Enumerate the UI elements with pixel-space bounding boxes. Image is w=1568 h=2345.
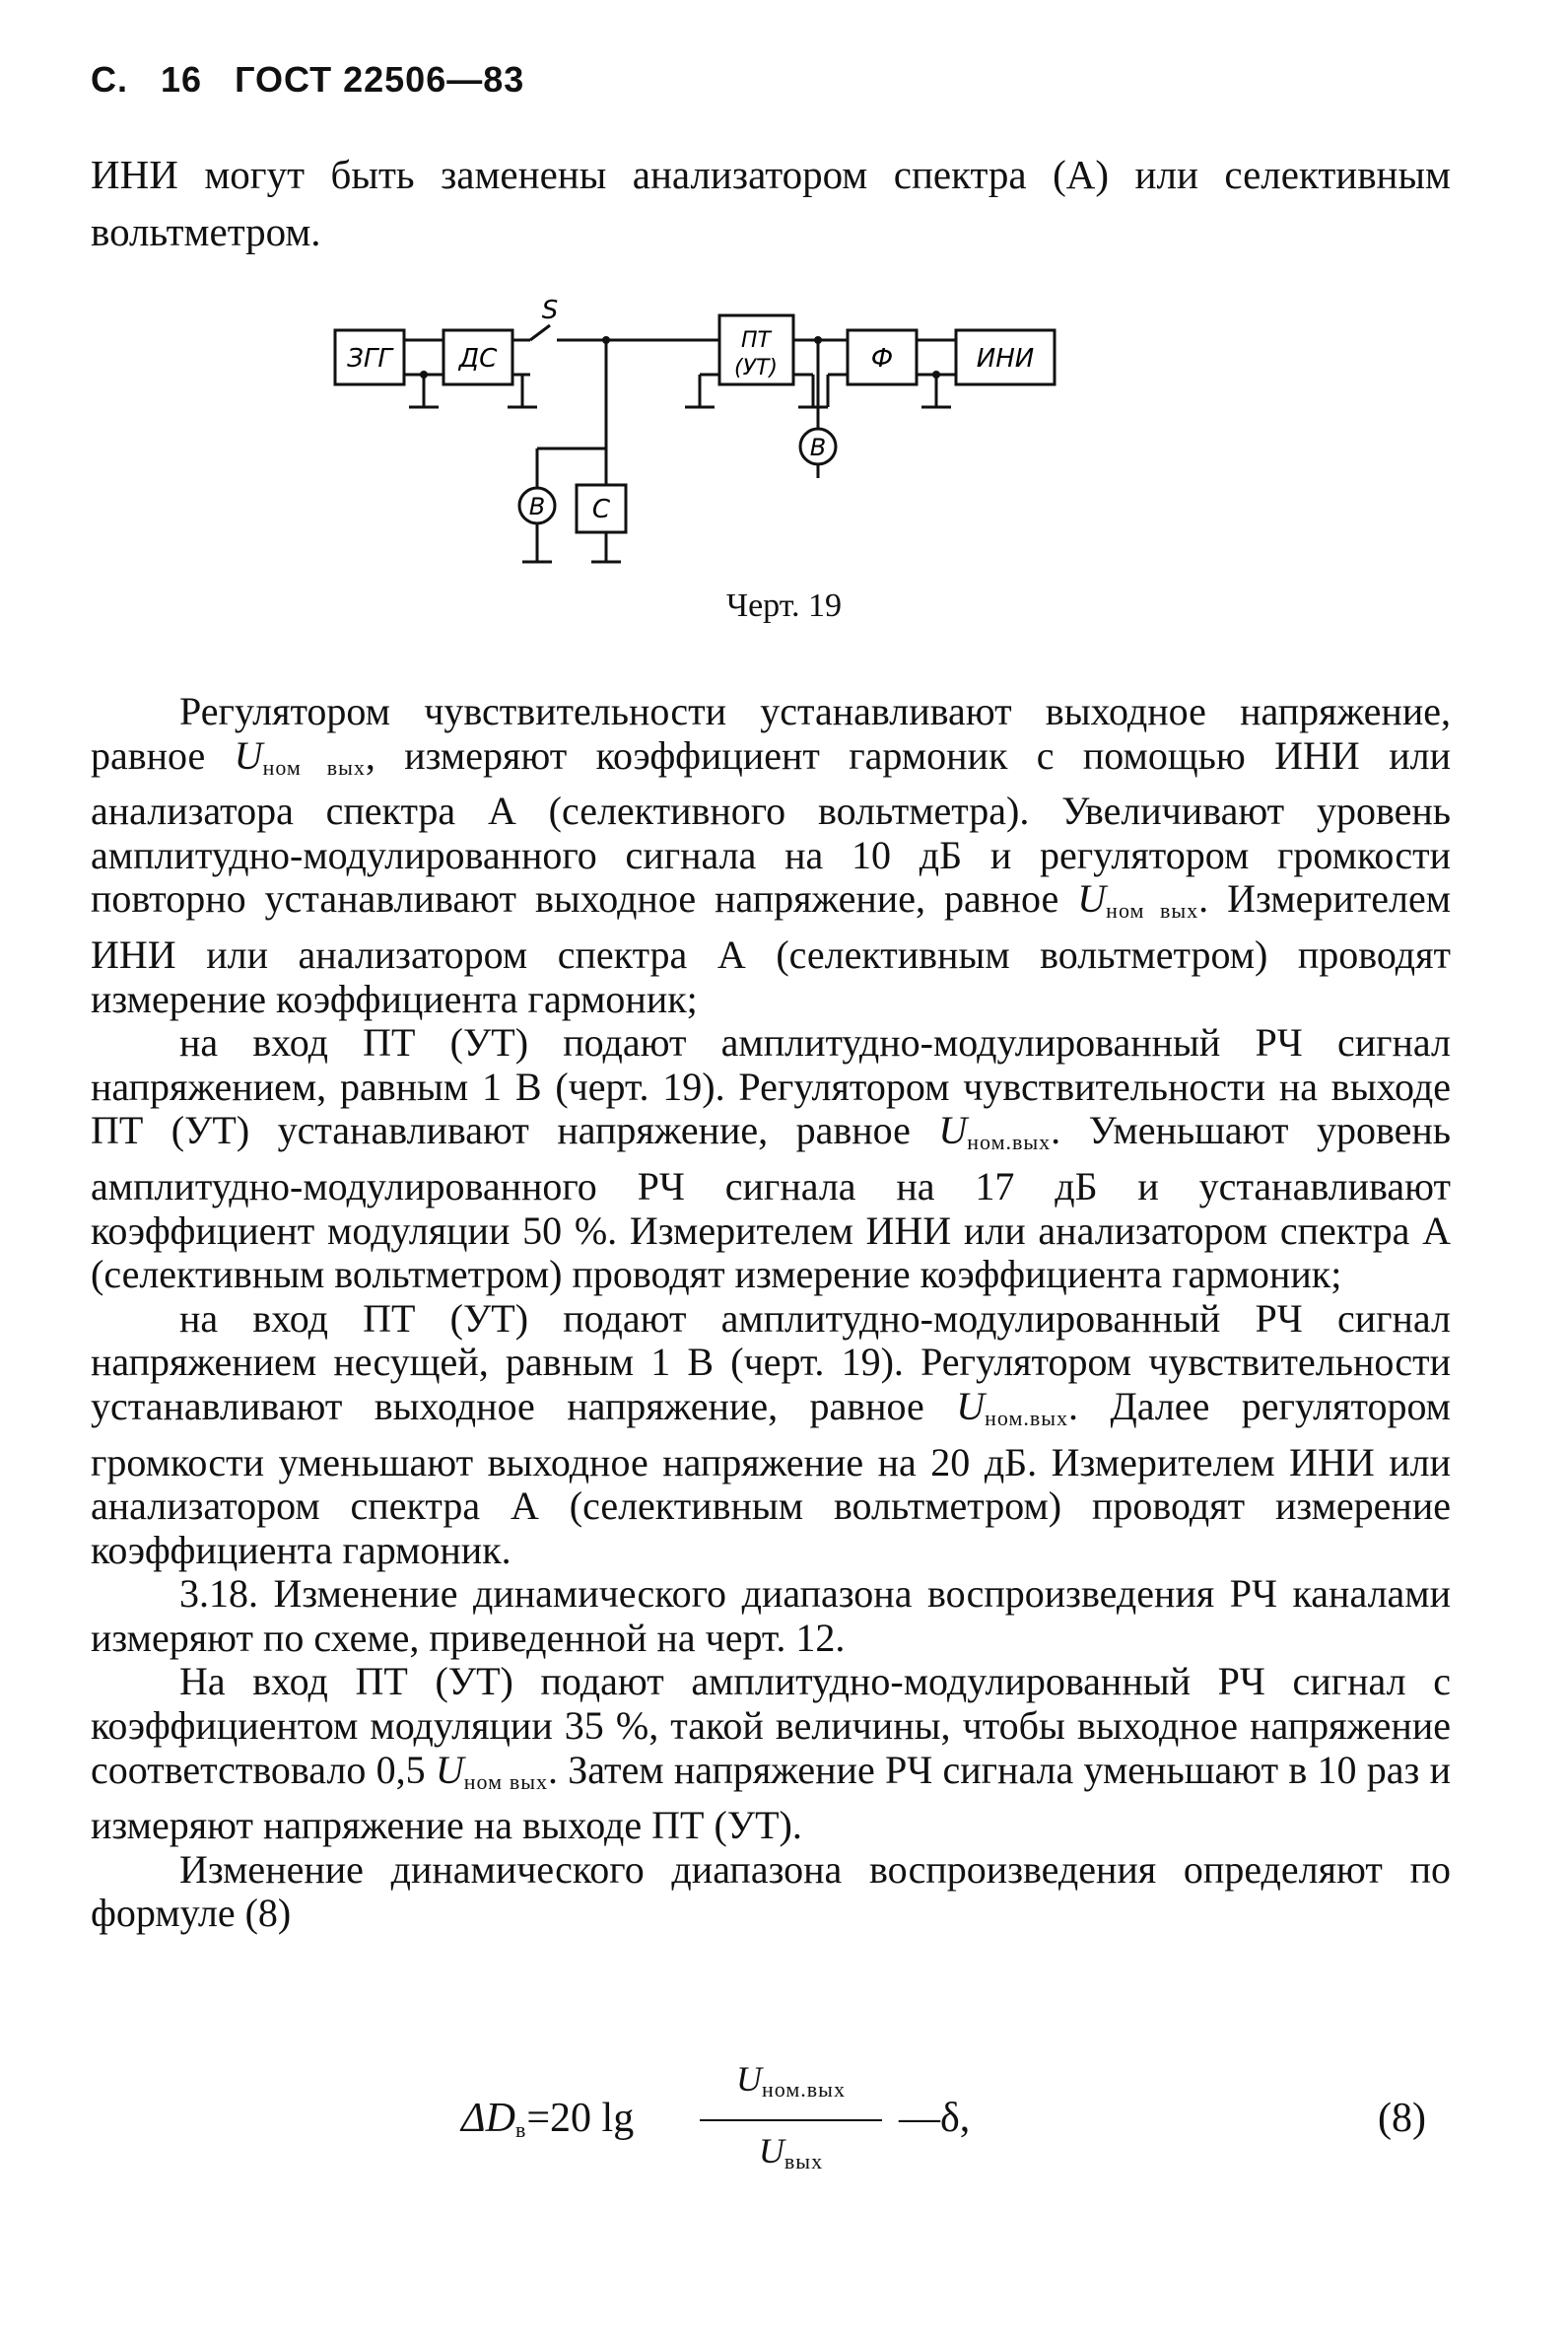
label-ini: ИНИ [976,344,1035,374]
fraction-bar [700,2119,882,2121]
paragraph-2: на вход ПТ (УТ) подают амплитудно-модулированный РЧ сигнал напряжением, равным 1 В (черт. 19). Регулятором чувствительности на выходе ПТ (УТ) устанавливают напряжение, равное $U_{ном.вых}$. Уменьшают уровень амплитудно-модулированного РЧ сигнала на 17 дБ и устанавливают коэффициент модуляции 50 %. Измерителем ИНИ или анализатором спектра А (селективным вольтметром) проводят измерение коэффициента гармоник; [91,1020,1451,1297]
paragraph-3: на вход ПТ (УТ) подают амплитудно-модулированный РЧ сигнал напряжением несущей, равным 1 В (черт. 19). Регулятором чувствительности устанавливают выходное напряжение, равное $U_{ном.вых}$. Далее регулятором громкости уменьшают выходное напряжение на 20 дБ. Измерителем ИНИ или анализатором спектра А (селективным вольтметром) проводят измерение коэффициента гармоник. [91,1295,1451,1572]
label-zgg: ЗГГ [347,344,392,374]
formula-rest: —δ, [899,2096,971,2141]
label-ds: ДС [458,344,498,374]
figure-caption: Черт. 19 [725,587,843,624]
intro-paragraph: ИНИ могут быть заменены анализатором спектра (А) или селективным вольтметром. [91,152,1451,254]
formula-lhs: $\Delta D_в=20$ lg [461,2096,635,2142]
formula-denominator: $U_{вых}$ [758,2131,824,2173]
paragraph-5: На вход ПТ (УТ) подают амплитудно-модулированный РЧ сигнал с коэффициентом модуляции 35 %, такой величины, чтобы выходное напряжение соответствовало 0,5 $U_{ном вых}$. Затем напряжение РЧ сигнала уменьшают в 10 раз и измеряют напряжение на выходе ПТ (УТ). [91,1659,1451,1848]
paragraph-6: Изменение динамического диапазона воспроизведения определяют по формуле (8) [91,1846,1451,1936]
label-c: С [591,495,611,524]
label-meter-right: В [809,434,827,461]
label-pt: ПТ [741,328,771,353]
symbol-u: $U_{ном вых}$ [435,1747,548,1794]
label-ut: (УТ) [733,356,779,380]
page-prefix: С. [91,59,128,100]
symbol-u: $U_{ном.вых}$ [956,1383,1069,1430]
page-header [91,59,546,101]
formula-numerator: $U_{ном.вых}$ [736,2059,846,2102]
paragraph-1: Регулятором чувствительности устанавливают выходное напряжение, равное $U_{ном вых}$, измеряют коэффициент гармоник с помощью ИНИ или анализатора спектра А (селективного вольтметра). Увеличивают уровень амплитудно-модулированного сигнала на 10 дБ и регулятором громкости повторно устанавливают выходное напряжение, равное $U_{ном вых}$. Измерителем ИНИ или анализатором спектра А (селективным вольтметром) проводят измерение коэффициента гармоник; [91,689,1452,1021]
paragraph-4: 3.18. Изменение динамического диапазона воспроизведения РЧ каналами измеряют по схеме, приведенной на черт. 12. [91,1571,1451,1660]
label-switch: S [541,296,559,325]
standard-designation: ГОСТ 22506—83 [235,59,525,100]
formula-fraction [700,2055,882,2185]
label-meter-left: В [528,493,546,520]
label-f: Ф [870,344,894,374]
circuit-diagram [325,281,1242,596]
formula-number: (8) [1378,2096,1426,2141]
formula-8 [0,2055,1568,2173]
symbol-u: $U_{ном вых}$ [234,732,366,780]
page-number: 16 [161,59,203,100]
symbol-u: $U_{ном вых}$ [1077,876,1199,924]
body-text [91,690,1451,1936]
symbol-u: $U_{ном.вых}$ [938,1108,1052,1155]
